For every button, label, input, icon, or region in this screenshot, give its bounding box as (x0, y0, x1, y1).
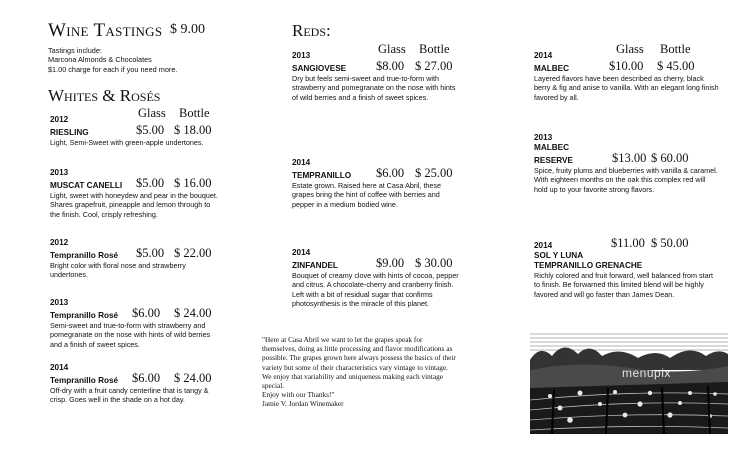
wine-description: Richly colored and fruit forward, well balanced from start to finish. Be forwarned this limited blend will be highly favored and will go faster than James Dean. (534, 271, 713, 299)
wine-name: MUSCAT CANELLI (50, 181, 123, 190)
wine-glass-price: $11.00 (611, 236, 645, 250)
wine-name-line2: TEMPRANILLO GRENACHE (534, 261, 643, 270)
wine-name: Tempranillo Rosé (50, 311, 119, 320)
wine-year: 2014 (292, 248, 311, 257)
wine-item-rose-2013 (50, 298, 218, 349)
reds-bottle-header: Bottle (419, 42, 450, 56)
wine-bottle-price: $ 24.00 (174, 306, 212, 320)
wine-glass-price: $6.00 (376, 166, 405, 180)
wine-item-rose-2012 (50, 238, 218, 280)
wine-name: Tempranillo Rosé (50, 251, 119, 260)
wine-item-malbec (534, 51, 720, 102)
tastings-title: Wine Tastings (48, 20, 163, 41)
wine-glass-price: $5.00 (136, 176, 165, 190)
tastings-price: $ 9.00 (170, 22, 205, 37)
wine-item-sangiovese (292, 51, 462, 102)
wine-glass-price: $6.00 (132, 371, 161, 385)
wine-glass-price: $13.00 (612, 151, 647, 165)
col3-glass-header: Glass (616, 42, 644, 56)
wine-description: Bright color with floral nose and strawberry undertones. (50, 261, 186, 280)
wine-glass-price: $5.00 (136, 246, 165, 260)
winemaker-quote: "Here at Casa Abril we want to let the grapes speak for themselves, doing as little processing and flavor modifications as possible. The grapes grown here always possess the basics of their variety but some of their characteristics vary vintage to vintage. We enjoy that variability and uniqueness making each vintage special. Enjoy with our Thanks!" Jamie V. Jordan Winemaker (262, 335, 456, 409)
wine-bottle-price: $ 22.00 (174, 246, 212, 260)
wine-bottle-price: $ 45.00 (657, 59, 695, 73)
vineyard-engraving-image (530, 330, 728, 434)
wine-bottle-price: $ 24.00 (174, 371, 212, 385)
wine-description: Dry but feels semi-sweet and true-to-form with strawberry and pomegranate on the nose with hints of wild berries and a finish of sweet spices. (292, 74, 456, 102)
wine-year: 2014 (534, 241, 553, 250)
wine-name: SOL Y LUNA (534, 251, 584, 260)
wine-glass-price: $6.00 (132, 306, 161, 320)
wine-bottle-price: $ 18.00 (174, 123, 212, 137)
wine-bottle-price: $ 16.00 (174, 176, 212, 190)
wine-glass-price: $8.00 (376, 59, 405, 73)
wine-description: Semi-sweet and true-to-form with strawberry and pomegranate on the nose with hints of wild berries and a finish of sweet spices. (50, 321, 211, 349)
col3-bottle-header: Bottle (660, 42, 691, 56)
reds-glass-header: Glass (378, 42, 406, 56)
wine-name: RIESLING (50, 128, 89, 137)
wine-name: ZINFANDEL (292, 261, 338, 270)
wine-item-malbec-reserve (534, 133, 720, 194)
wine-year: 2014 (292, 158, 311, 167)
wine-item-riesling (50, 115, 218, 147)
wine-year: 2012 (50, 115, 69, 124)
wine-item-muscat-canelli (50, 168, 218, 219)
wine-glass-price: $9.00 (376, 256, 405, 270)
wine-name: MALBEC (534, 64, 570, 73)
wine-year: 2013 (50, 298, 69, 307)
wine-name: MALBEC (534, 143, 570, 152)
menupix-watermark: menupix (622, 366, 671, 380)
wine-description: Light, sweet with honeydew and pear in the bouquet. Shares grapefruit, pineapple and lemon through to the finish. Cool, crisply refreshing. (50, 191, 218, 219)
wine-description: Bouquet of creamy clove with hints of cocoa, pepper and citrus. A chocolate-cherry and cranberry finish. Left with a bit of residual sugar that confirms photosynthesis is the miracle of this planet. (292, 271, 459, 309)
wine-bottle-price: $ 50.00 (651, 236, 689, 250)
whites-bottle-header: Bottle (179, 106, 210, 120)
wine-year: 2014 (534, 51, 553, 60)
wine-glass-price: $5.00 (136, 123, 165, 137)
wine-bottle-price: $ 60.00 (651, 151, 689, 165)
wine-bottle-price: $ 25.00 (415, 166, 453, 180)
wine-year: 2013 (292, 51, 311, 60)
wine-name: TEMPRANILLO (292, 171, 352, 180)
wine-description: Estate grown. Raised here at Casa Abril, these grapes bring the hint of coffee with berries and pepper in a medium bodied wine. (292, 181, 442, 209)
wine-bottle-price: $ 30.00 (415, 256, 453, 270)
tastings-line: Tastings include: (48, 46, 102, 55)
wine-description: Layered flavors have been described as cherry, black berry & fig and anise to vanilla. With an elegant long finish favored by all. (534, 74, 719, 102)
wine-year: 2014 (50, 363, 69, 372)
wine-description: Off-dry with a fruit candy centerline that is tangy & crisp. Goes well in the shade on a hot day. (50, 386, 209, 405)
tastings-line: $1.00 charge for each if you need more. (48, 64, 178, 74)
wine-bottle-price: $ 27.00 (415, 59, 453, 73)
wine-item-sol-y-luna (534, 238, 720, 299)
wine-description: Light, Semi-Sweet with green-apple undertones. (50, 138, 204, 147)
wine-year: 2012 (50, 238, 69, 247)
reds-title: Reds: (292, 21, 331, 40)
wine-year: 2013 (534, 133, 553, 142)
tastings-line: Marcona Almonds & Chocolates (48, 55, 152, 65)
whites-glass-header: Glass (138, 106, 166, 120)
wine-description: Spice, fruity plums and blueberries with vanilla & caramel. With eighteen months on the oak this complex red will hold up to your favorite strong flavors. (534, 166, 718, 194)
wine-name-line2: RESERVE (534, 156, 573, 165)
wine-item-tempranillo (292, 158, 462, 209)
wine-item-zinfandel (292, 248, 462, 309)
wine-name: Tempranillo Rosé (50, 376, 119, 385)
vineyard-illustration (530, 330, 728, 434)
wine-year: 2013 (50, 168, 69, 177)
wine-item-rose-2014 (50, 363, 218, 405)
whites-title: Whites & Rosés (48, 86, 161, 105)
wine-name: SANGIOVESE (292, 64, 347, 73)
wine-glass-price: $10.00 (609, 59, 644, 73)
tastings-info (48, 46, 177, 74)
